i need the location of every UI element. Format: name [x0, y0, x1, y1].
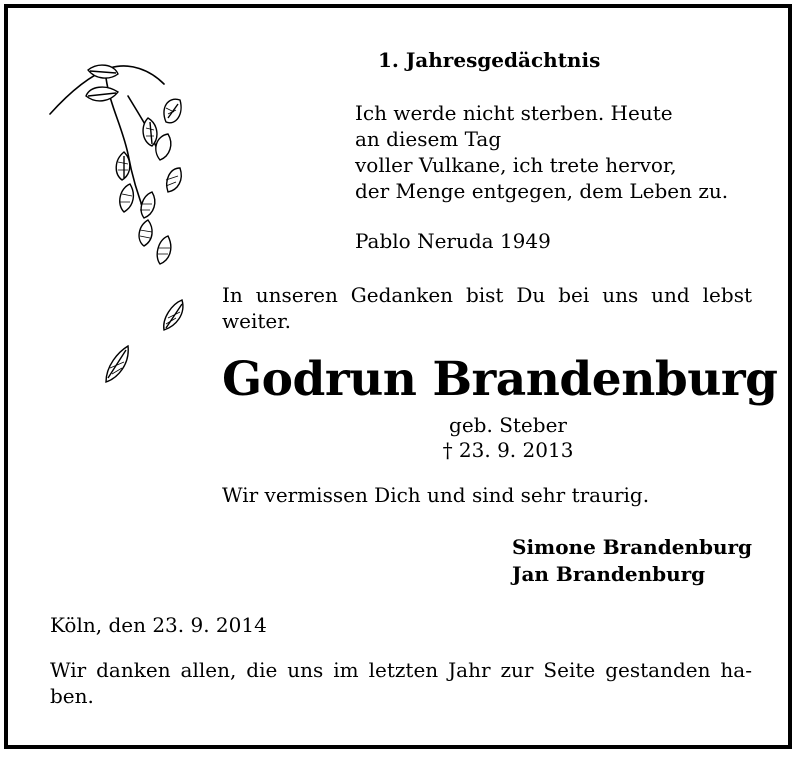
falling-birch-leaves-icon: [48, 56, 198, 406]
thanks-text: [50, 657, 752, 709]
deceased-name: Godrun Brandenburg: [222, 352, 778, 407]
signer-name: Simone Brandenburg: [512, 535, 753, 559]
place-date: Köln, den 23. 9. 2014: [50, 613, 267, 637]
signer-name: Jan Brandenburg: [512, 562, 706, 586]
birth-name: geb. Steber: [449, 413, 567, 437]
poem-author: Pablo Neruda 1949: [355, 229, 551, 253]
thanks-line: ben.: [50, 684, 94, 708]
poem-line: Ich werde nicht sterben. Heute: [355, 101, 673, 125]
poem-line: der Menge entgegen, dem Leben zu.: [355, 179, 729, 203]
death-date: † 23. 9. 2013: [442, 438, 574, 462]
miss-text: Wir vermissen Dich und sind sehr traurig.: [222, 483, 650, 507]
poem-line: voller Vulkane, ich trete hervor,: [355, 153, 677, 177]
thoughts-text: [222, 282, 752, 334]
thanks-line: Wir danken allen, die uns im letzten Jahr zur Seite gestanden ha-: [50, 658, 752, 682]
signers-block: [512, 534, 752, 588]
thoughts-line: In unseren Gedanken bist Du bei uns und lebst: [222, 283, 752, 307]
anniversary-heading: 1. Jahresgedächtnis: [378, 48, 601, 72]
poem-quote: [355, 100, 728, 204]
poem-line: an diesem Tag: [355, 127, 502, 151]
thoughts-line: weiter.: [222, 309, 291, 333]
